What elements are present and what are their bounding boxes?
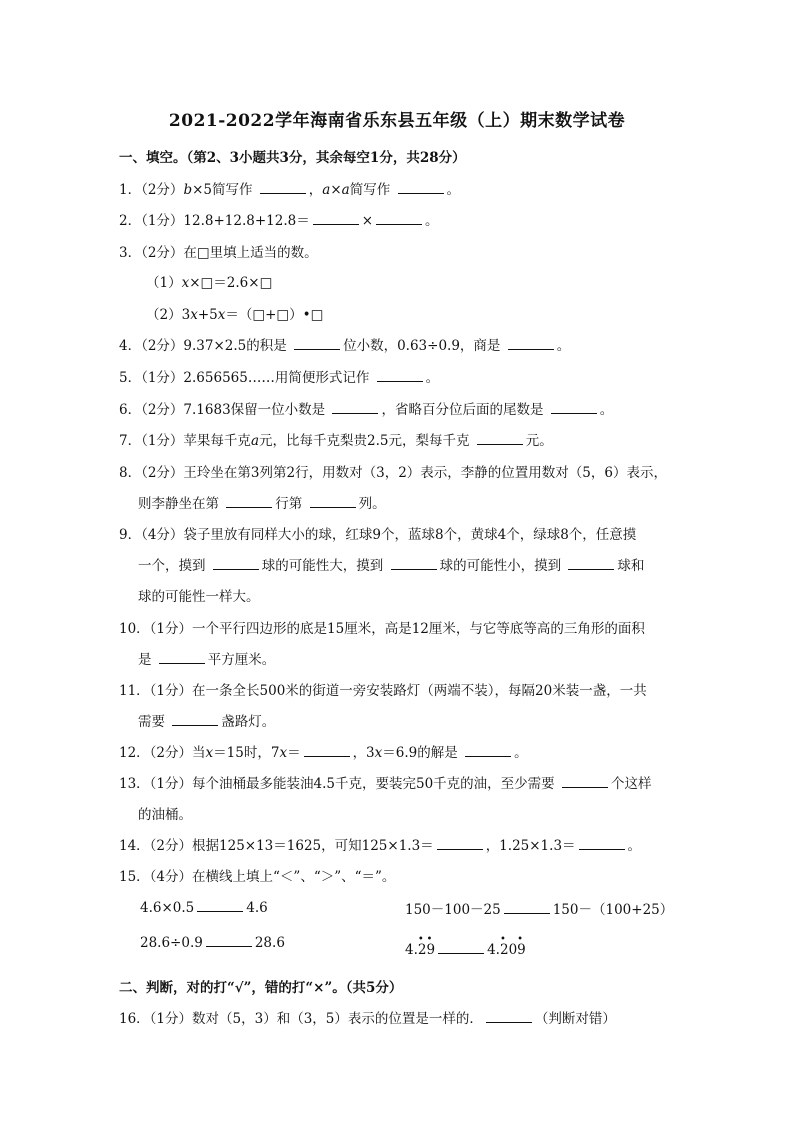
q1-comma: ，: [308, 182, 323, 198]
repeat-dot: •: [517, 934, 524, 945]
answer-blank[interactable]: [159, 650, 205, 664]
question-14: [119, 834, 641, 854]
q7-text: 7．（1分）苹果每千克: [119, 433, 251, 449]
question-9-cont: [138, 554, 644, 574]
q3-2-text: +5: [197, 307, 218, 323]
answer-blank[interactable]: [332, 400, 378, 414]
answer-blank[interactable]: [568, 556, 614, 570]
answer-blank[interactable]: [260, 180, 306, 194]
q1-prefix: 1．（2分）: [119, 182, 184, 198]
q15-compare-3: [140, 933, 285, 951]
answer-blank[interactable]: [294, 336, 340, 350]
answer-blank[interactable]: [376, 211, 422, 225]
q16-end: （判断对错）: [534, 1011, 616, 1027]
question-1: [119, 178, 460, 198]
q2-text: 2．（1分）12.8+12.8+12.8＝: [119, 213, 310, 229]
section-2-heading: 二、判断，对的打“√”，错的打“×”。（共5分）: [119, 980, 403, 996]
question-12: [119, 741, 528, 761]
answer-blank[interactable]: [486, 1009, 532, 1023]
q9-text3: 球的可能性大，摸到: [261, 558, 384, 574]
question-9-cont2: [138, 585, 260, 605]
q7-text2: 元，比每千克梨贵2.5元，梨每千克: [259, 433, 470, 449]
q15-compare-1: [140, 898, 268, 916]
q11-end: 盏路灯。: [221, 714, 276, 730]
q9-text4: 球的可能性小，摸到: [439, 558, 562, 574]
answer-blank[interactable]: [197, 898, 243, 912]
q15-digit: 0: [508, 942, 518, 958]
q12-var: x: [205, 745, 214, 761]
q1-text2: 简写作: [349, 182, 391, 198]
section-1-heading: 一、填空。（第2、3小题共3分，其余每空1分，共28分）: [119, 150, 466, 166]
question-2: [119, 209, 439, 229]
q1-var-a2: a: [341, 182, 350, 198]
q15-expr: 150－100－25: [405, 902, 501, 918]
question-3-2: [146, 303, 323, 323]
answer-blank[interactable]: [226, 494, 272, 508]
q12-text: 12．（2分）当: [119, 745, 206, 761]
question-4: [119, 334, 570, 354]
repeating-digit: • 2: [417, 934, 427, 958]
page-title: 2021-2022学年海南省乐东县五年级（上）期末数学试卷: [168, 111, 626, 131]
answer-blank[interactable]: [206, 933, 252, 947]
answer-blank[interactable]: [508, 336, 554, 350]
answer-blank[interactable]: [398, 180, 444, 194]
q3-2-var: x: [190, 307, 198, 323]
q13-text2: 个这样: [610, 776, 652, 792]
q15-text: 15．（4分）在横线上填上“＜”、“＞”、“＝”。: [119, 869, 396, 885]
question-11: [119, 679, 647, 699]
q15-expr: 4.6×0.5: [140, 900, 195, 916]
q9-text: 9．（4分）袋子里放有同样大小的球，红球9个，蓝球8个，黄球4个，绿球8个，任意摸: [119, 527, 637, 543]
answer-blank[interactable]: [377, 368, 423, 382]
q15-expr: 28.6: [254, 935, 285, 951]
q13-text: 13．（1分）每个油桶最多能装油4.5千克，要装完50千克的油，至少需要: [119, 776, 555, 792]
q15-expr: 4.6: [246, 900, 268, 916]
answer-blank[interactable]: [579, 836, 625, 850]
question-10-cont: [138, 648, 275, 668]
q9-text5: 球和: [617, 558, 645, 574]
question-8: [119, 461, 667, 481]
q7-var: a: [250, 433, 259, 449]
q12-text4: ＝6.9的解是: [382, 745, 458, 761]
q12-eq: ＝: [287, 745, 301, 761]
q14-end: 。: [627, 838, 642, 854]
answer-blank[interactable]: [437, 836, 483, 850]
q10-text: 10．（1分）一个平行四边形的底是15厘米，高是12厘米，与它等底等高的三角形的面积: [119, 621, 645, 637]
repeating-digit: • 2: [499, 934, 509, 958]
q12-text2: ＝15时，7: [213, 745, 280, 761]
answer-blank[interactable]: [477, 431, 523, 445]
question-13: [119, 772, 651, 792]
q2-end: 。: [425, 213, 439, 229]
q10-end: 平方厘米。: [207, 652, 276, 668]
question-16: [119, 1007, 616, 1027]
question-10: [119, 617, 645, 637]
repeat-dot: •: [417, 934, 424, 945]
question-9: [119, 523, 636, 543]
answer-blank[interactable]: [310, 494, 356, 508]
q12-var2: x: [279, 745, 288, 761]
q14-text2: ，1.25×1.3＝: [485, 838, 576, 854]
repeat-dot: •: [426, 934, 433, 945]
q3-1-text: ×□＝2.6×□: [189, 275, 273, 291]
q9-text2: 一个，摸到: [138, 558, 206, 574]
q16-text: 16．（1分）数对（5，3）和（3，5）表示的位置是一样的．: [119, 1011, 483, 1027]
q6-text2: ，省略百分位后面的尾数是: [381, 402, 544, 418]
q7-end: 元。: [525, 433, 553, 449]
repeating-digit: • 9: [426, 934, 436, 958]
q1-text: ×5简写作: [192, 182, 253, 198]
q1-times: ×: [330, 182, 342, 198]
repeat-dot: •: [499, 934, 506, 945]
q12-end: 。: [514, 745, 528, 761]
q15-compare-4: [405, 934, 526, 958]
question-11-cont: [138, 710, 275, 730]
q8-end: 列。: [358, 496, 386, 512]
answer-blank[interactable]: [504, 900, 550, 914]
question-7: [119, 429, 553, 449]
q4-end: 。: [556, 338, 571, 354]
q3-2-text2: ＝（□+□）•□: [225, 307, 324, 323]
q1-var-a: a: [322, 182, 331, 198]
answer-blank[interactable]: [562, 774, 608, 788]
answer-blank[interactable]: [313, 211, 359, 225]
q11-text: 11．（1分）在一条全长500米的街道一旁安装路灯（两端不装），每隔20米装一盏，一共: [119, 683, 647, 699]
q3-2-var2: x: [217, 307, 226, 323]
q14-text: 14．（2分）根据125×13＝1625，可知125×1.3＝: [119, 838, 434, 854]
q1-end: 。: [446, 182, 461, 198]
q5-end: 。: [425, 370, 440, 386]
answer-blank[interactable]: [551, 400, 597, 414]
q4-text2: 位小数，0.63÷0.9，商是: [343, 338, 501, 354]
q10-text2: 是: [138, 652, 152, 668]
answer-blank[interactable]: [304, 743, 350, 757]
q9-text6: 球的可能性一样大。: [138, 589, 260, 605]
answer-blank[interactable]: [465, 743, 511, 757]
q15-compare-2: [405, 898, 673, 918]
q15-expr: 150－（100+25）: [552, 902, 674, 918]
q3-1-var: x: [181, 275, 190, 291]
q11-text2: 需要: [138, 714, 165, 730]
answer-blank[interactable]: [172, 712, 218, 726]
question-8-cont: [138, 492, 386, 512]
q1-var-b: b: [183, 182, 193, 198]
q6-end: 。: [599, 402, 614, 418]
q3-text: 3．（2分）在□里填上适当的数。: [119, 245, 318, 261]
question-5: [119, 366, 439, 386]
q8-text: 8．（2分）王玲坐在第3列第2行，用数对（3，2）表示，李静的位置用数对（5，6）表示，: [119, 465, 667, 481]
q2-times: ×: [361, 213, 374, 229]
q8-text2: 则李静坐在第: [138, 496, 219, 512]
q5-text: 5．（1分）2.656565……用简便形式记作: [119, 370, 370, 386]
question-15: [119, 865, 395, 885]
answer-blank[interactable]: [213, 556, 259, 570]
question-13-cont: [138, 803, 192, 823]
q15-repeating-decimal: 4.: [405, 942, 418, 958]
answer-blank[interactable]: [438, 940, 484, 954]
q6-text: 6．（2分）7.1683保留一位小数是: [119, 402, 326, 418]
q12-text3: ，3: [352, 745, 375, 761]
q15-repeating-decimal: 4.: [487, 942, 500, 958]
question-3-1: [146, 271, 272, 291]
question-6: [119, 398, 613, 418]
repeating-digit: • 9: [517, 934, 526, 958]
q12-var3: x: [374, 745, 383, 761]
answer-blank[interactable]: [391, 556, 437, 570]
question-3: [119, 241, 318, 261]
q3-2-label: （2）3: [146, 307, 191, 323]
q8-text3: 行第: [275, 496, 303, 512]
q4-text: 4．（2分）9.37×2.5的积是: [119, 338, 287, 354]
q3-1-label: （1）: [146, 275, 182, 291]
q13-text3: 的油桶。: [138, 807, 192, 823]
q15-expr: 28.6÷0.9: [140, 935, 203, 951]
